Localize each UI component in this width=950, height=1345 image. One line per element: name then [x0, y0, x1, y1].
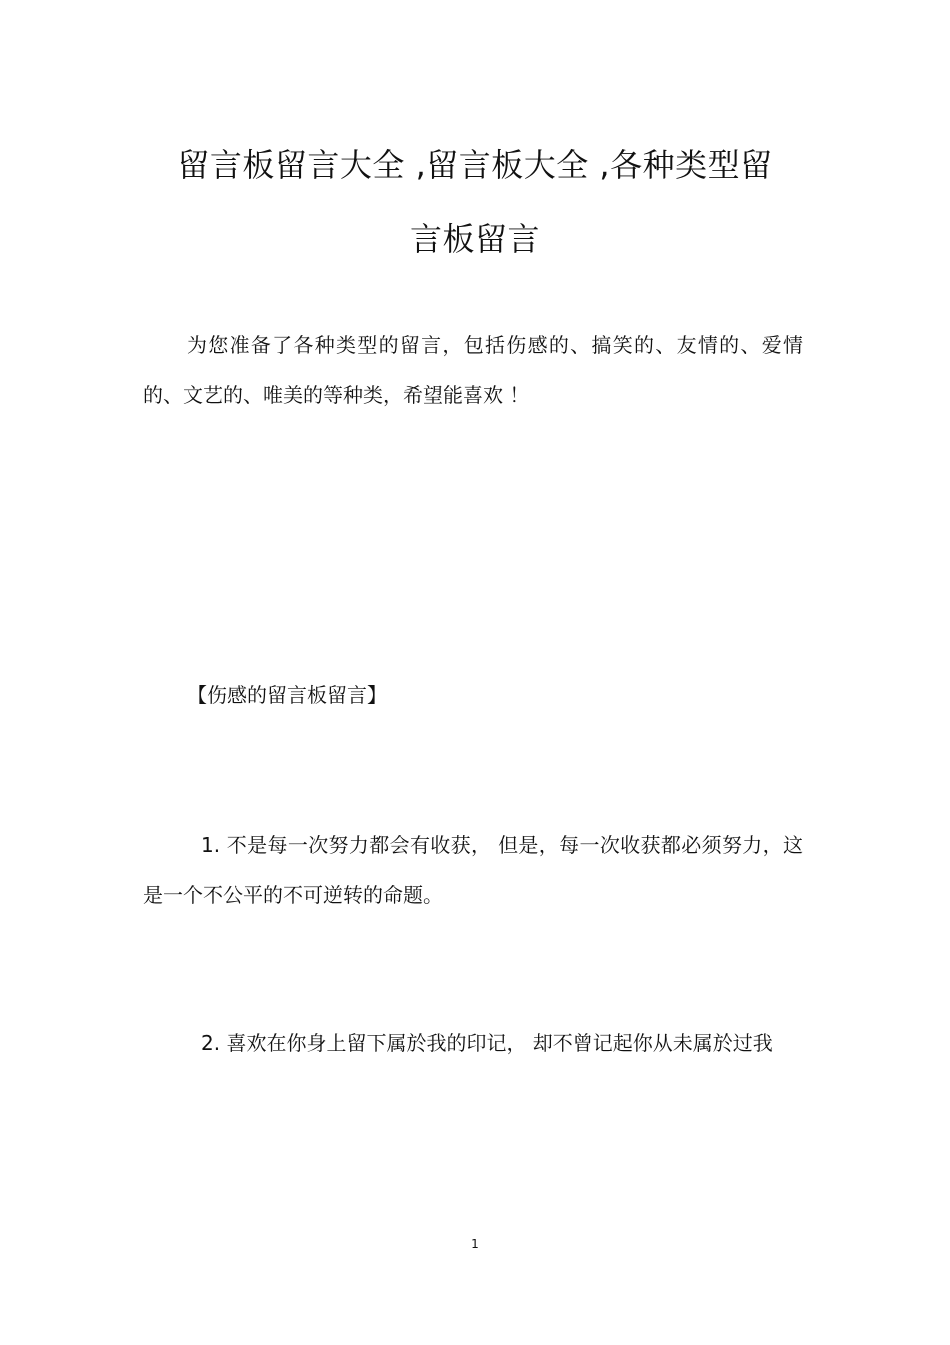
list-item: 2. 喜欢在你身上留下属於我的印记， 却不曾记起你从未属於过我	[201, 1031, 773, 1055]
page-number: 1	[471, 1237, 479, 1251]
list-item: 1. 不是每一次努力都会有收获， 但是，每一次收获都必须努力，这是一个不公平的不可逆转的命题。	[143, 833, 803, 907]
section-heading: 【伤感的留言板留言】	[187, 683, 387, 707]
title-line-1: 留言板留言大全 ,留言板大全 ,各种类型留	[177, 146, 773, 184]
title-line-2: 言板留言	[409, 220, 540, 258]
intro-paragraph: 为您准备了各种类型的留言，包括伤感的、搞笑的、友情的、爱情的、文艺的、唯美的等种类，希望能喜欢 ！	[143, 333, 803, 407]
document-title	[140, 128, 810, 276]
